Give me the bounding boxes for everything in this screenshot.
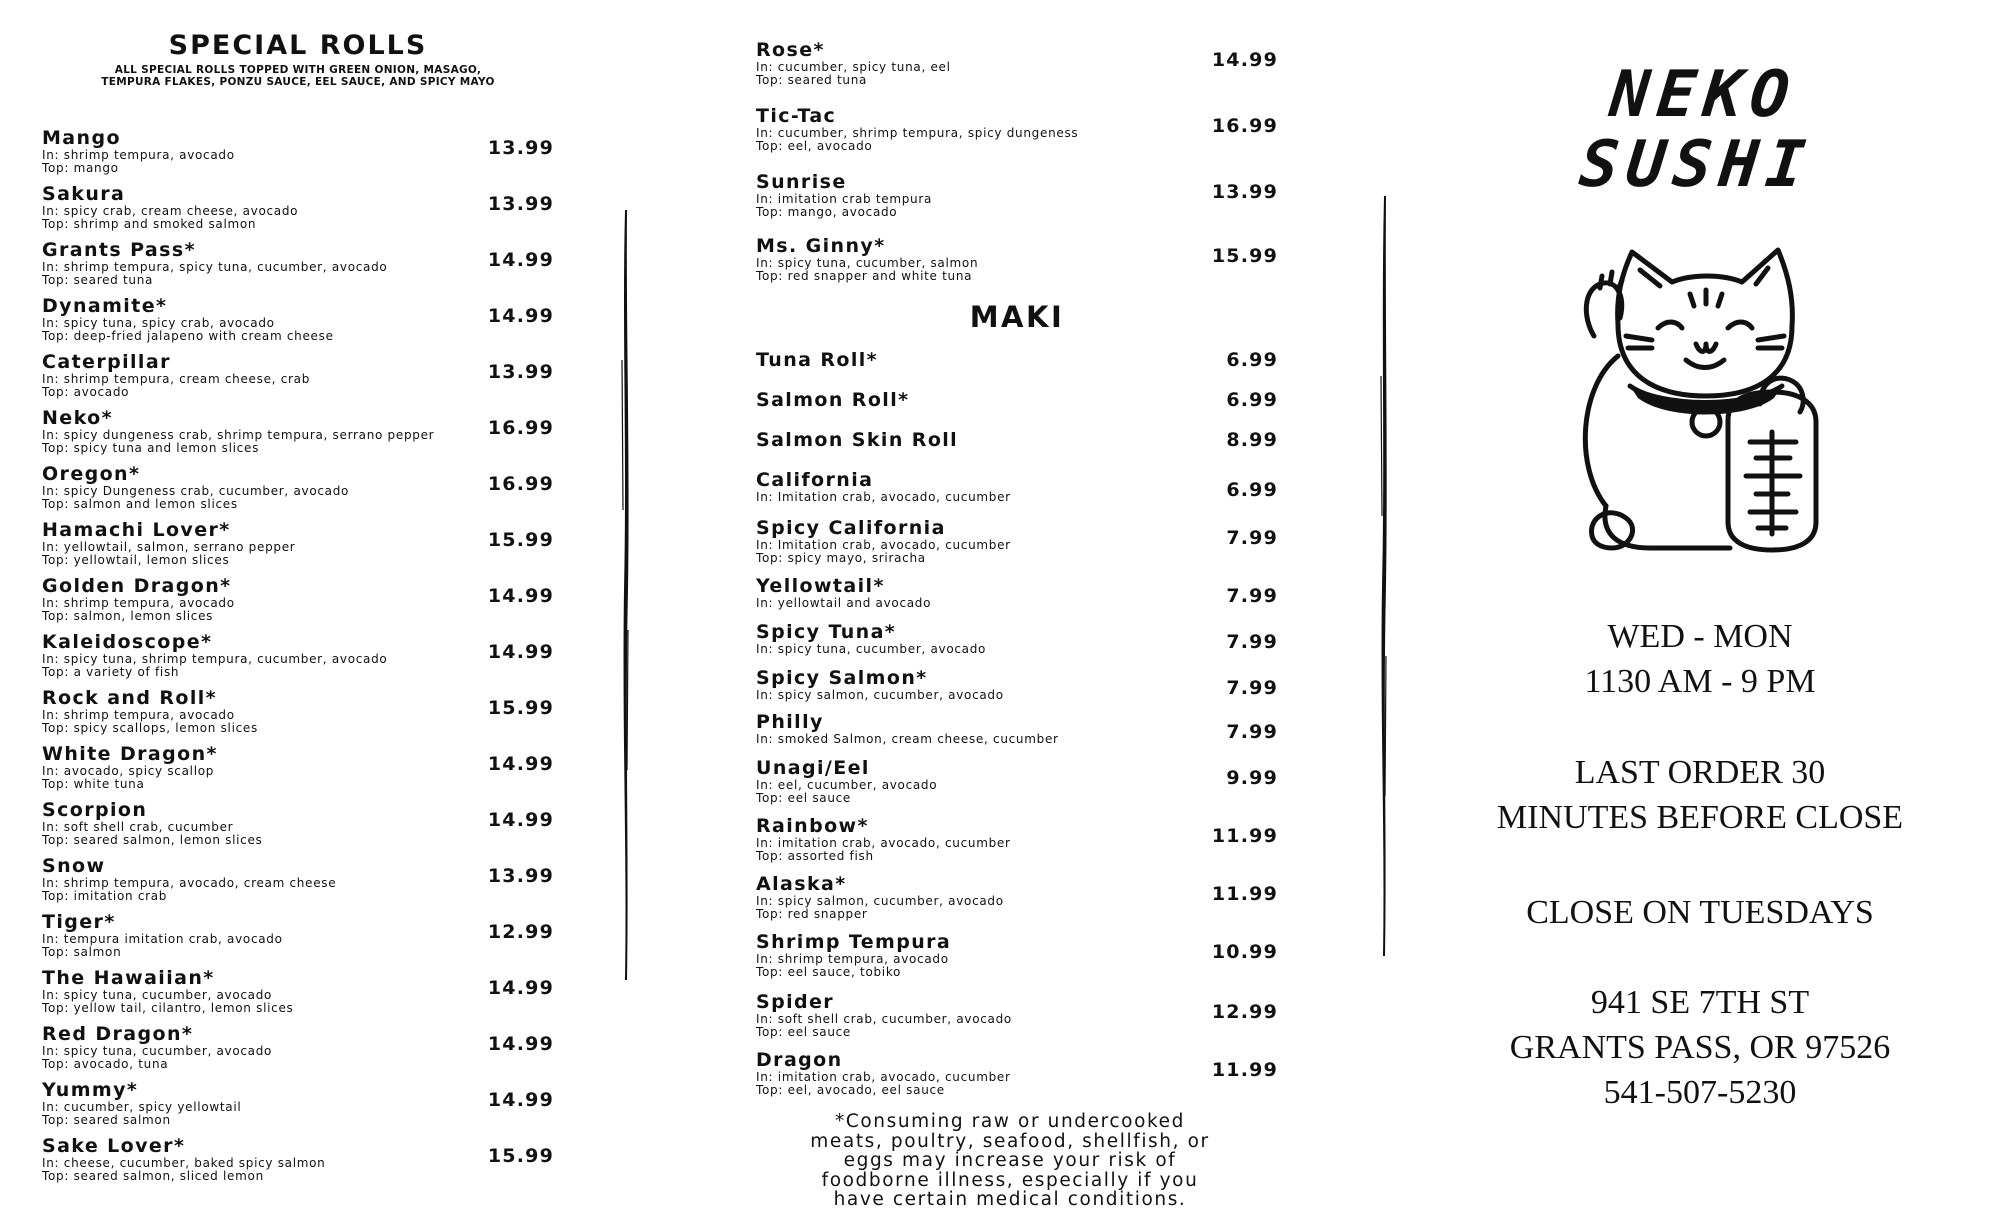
menu-item-price: 14.99 xyxy=(487,1033,554,1055)
menu-item-name: Spicy Tuna* xyxy=(756,621,897,643)
menu-item-description: In: spicy tuna, cucumber, salmon xyxy=(756,256,979,270)
menu-item-description: Top: yellow tail, cilantro, lemon slices xyxy=(42,1000,294,1015)
disclaimer-line: have certain medical conditions. xyxy=(833,1189,1187,1210)
menu-item-name: Scorpion xyxy=(42,799,148,821)
menu-item-description: Top: yellowtail, lemon slices xyxy=(42,552,230,567)
menu-item-description: In: shrimp tempura, spicy tuna, cucumber, avocado xyxy=(42,260,388,274)
menu-item-name: Philly xyxy=(756,711,824,733)
menu-item xyxy=(756,236,1278,282)
menu-item xyxy=(756,40,1278,86)
menu-item-description: In: tempura imitation crab, avocado xyxy=(42,932,283,946)
menu-item-name: Salmon Roll* xyxy=(756,389,910,411)
phone-number: 541-507-5230 xyxy=(1603,1074,1797,1111)
menu-item-description: Top: spicy scallops, lemon slices xyxy=(42,720,258,735)
menu-item-price: 16.99 xyxy=(487,473,554,495)
menu-item xyxy=(756,1050,1278,1096)
menu-item-description: In: cucumber, spicy yellowtail xyxy=(42,1100,242,1114)
menu-item-description: In: spicy crab, cream cheese, avocado xyxy=(42,204,299,218)
menu-item-name: Shrimp Tempura xyxy=(756,931,952,953)
menu-item-price: 7.99 xyxy=(1226,631,1278,653)
menu-item-price: 13.99 xyxy=(487,361,554,383)
special-rolls-column xyxy=(42,30,554,1183)
menu-item-name: Rock and Roll* xyxy=(42,687,218,709)
menu-item-price: 14.99 xyxy=(487,753,554,775)
closed-day: CLOSE ON TUESDAYS xyxy=(1526,894,1874,931)
menu-item-price: 6.99 xyxy=(1226,479,1278,501)
menu-item-name: Tuna Roll* xyxy=(756,349,879,371)
menu-item-name: Sunrise xyxy=(756,171,847,193)
menu-item-price: 11.99 xyxy=(1211,1059,1278,1081)
menu-item-price: 7.99 xyxy=(1226,721,1278,743)
menu-item-price: 12.99 xyxy=(1211,1001,1278,1023)
menu-item xyxy=(42,744,554,790)
menu-item-price: 14.99 xyxy=(487,977,554,999)
menu-item-description: Top: spicy tuna and lemon slices xyxy=(42,440,260,455)
menu-item xyxy=(756,874,1278,920)
menu-item-price: 14.99 xyxy=(487,809,554,831)
brand-column xyxy=(1460,60,1940,200)
menu-item-description: In: Imitation crab, avocado, cucumber xyxy=(756,490,1011,504)
menu-item xyxy=(756,932,1278,978)
menu-item-description: Top: avocado, tuna xyxy=(42,1056,169,1071)
menu-item-description: Top: mango, avocado xyxy=(756,204,898,219)
menu-item-name: Unagi/Eel xyxy=(756,757,870,779)
menu-item-price: 15.99 xyxy=(487,697,554,719)
menu-item xyxy=(756,668,1278,702)
brand-line-1: NEKO xyxy=(1606,58,1801,132)
menu-item-description: In: soft shell crab, cucumber, avocado xyxy=(756,1012,1012,1026)
special-rolls-subtitle: ALL SPECIAL ROLLS TOPPED WITH GREEN ONION, MASAGO, TEMPURA FLAKES, PONZU SAUCE, EEL SAUCE, AND SPICY MAYO xyxy=(101,64,495,88)
menu-item-name: Ms. Ginny* xyxy=(756,235,886,257)
menu-item xyxy=(756,350,1278,371)
menu-item-price: 10.99 xyxy=(1211,941,1278,963)
menu-item-description: Top: seared tuna xyxy=(42,272,154,287)
menu-item-description: Top: eel sauce xyxy=(756,1024,852,1039)
menu-item-name: Tic-Tac xyxy=(756,105,837,127)
menu-item xyxy=(756,758,1278,804)
menu-item-description: Top: seared tuna xyxy=(756,72,868,87)
menu-item xyxy=(42,184,554,230)
menu-item-price: 13.99 xyxy=(487,193,554,215)
maki-title: MAKI xyxy=(969,300,1065,334)
brand-logo xyxy=(1453,60,1948,200)
address-street: 941 SE 7TH ST xyxy=(1590,984,1810,1021)
menu-item-price: 13.99 xyxy=(487,865,554,887)
menu-item-price: 7.99 xyxy=(1226,677,1278,699)
menu-item-description: In: spicy tuna, shrimp tempura, cucumber, avocado xyxy=(42,652,388,666)
menu-item-description: Top: deep-fried jalapeno with cream cheese xyxy=(42,328,334,343)
menu-item-name: Tiger* xyxy=(42,911,116,933)
menu-item-price: 11.99 xyxy=(1211,825,1278,847)
menu-item-description: In: spicy Dungeness crab, cucumber, avocado xyxy=(42,484,350,498)
brush-divider-left xyxy=(618,210,632,980)
menu-item xyxy=(42,576,554,622)
menu-item-name: Mango xyxy=(42,127,121,149)
menu-item-description: Top: eel, avocado, eel sauce xyxy=(756,1082,945,1097)
menu-item xyxy=(42,968,554,1014)
menu-item-name: White Dragon* xyxy=(42,743,218,765)
menu-item-description: Top: seared salmon, lemon slices xyxy=(42,832,263,847)
menu-item-price: 13.99 xyxy=(1211,181,1278,203)
menu-item-description: In: avocado, spicy scallop xyxy=(42,764,215,778)
last-order-line-2: MINUTES BEFORE CLOSE xyxy=(1496,799,1904,836)
menu-item-name: Snow xyxy=(42,855,106,877)
menu-item-description: In: spicy salmon, cucumber, avocado xyxy=(756,688,1004,702)
menu-item xyxy=(756,172,1278,218)
menu-item-name: Salmon Skin Roll xyxy=(756,429,959,451)
menu-item xyxy=(756,470,1278,504)
menu-item-description: Top: shrimp and smoked salmon xyxy=(42,216,257,231)
menu-item-description: In: yellowtail, salmon, serrano pepper xyxy=(42,540,296,554)
menu-item-description: In: shrimp tempura, avocado xyxy=(42,708,235,722)
menu-item-description: In: spicy tuna, cucumber, avocado xyxy=(756,642,987,656)
menu-item-price: 12.99 xyxy=(487,921,554,943)
menu-item-description: Top: salmon, lemon slices xyxy=(42,608,214,623)
menu-item-name: Hamachi Lover* xyxy=(42,519,231,541)
menu-item-description: Top: avocado xyxy=(42,384,130,399)
menu-item-description: In: spicy salmon, cucumber, avocado xyxy=(756,894,1004,908)
menu-item-name: Sake Lover* xyxy=(42,1135,186,1157)
disclaimer-line: foodborne illness, especially if you xyxy=(821,1169,1199,1191)
menu-item-description: In: shrimp tempura, avocado xyxy=(756,952,949,966)
menu-item xyxy=(42,128,554,174)
menu-item-description: Top: seared salmon, sliced lemon xyxy=(42,1168,264,1183)
menu-item-price: 14.99 xyxy=(487,641,554,663)
contact-block xyxy=(1440,980,1960,1115)
menu-item-price: 7.99 xyxy=(1226,585,1278,607)
menu-item xyxy=(42,1024,554,1070)
menu-item xyxy=(42,520,554,566)
menu-item-price: 16.99 xyxy=(487,417,554,439)
menu-item xyxy=(42,240,554,286)
menu-item-price: 9.99 xyxy=(1226,767,1278,789)
menu-item-name: California xyxy=(756,469,874,491)
disclaimer-line: meats, poultry, seafood, shellfish, or xyxy=(810,1130,1210,1152)
menu-item-name: Yellowtail* xyxy=(756,575,885,597)
menu-item-price: 8.99 xyxy=(1226,429,1278,451)
menu-item-description: Top: eel, avocado xyxy=(756,138,873,153)
menu-item-description: In: eel, cucumber, avocado xyxy=(756,778,938,792)
menu-item xyxy=(756,430,1278,451)
menu-item xyxy=(756,622,1278,656)
menu-item xyxy=(756,576,1278,610)
menu-item-description: In: yellowtail and avocado xyxy=(756,596,932,610)
menu-item-price: 14.99 xyxy=(487,249,554,271)
special-rolls-title: SPECIAL ROLLS xyxy=(168,30,428,61)
menu-item-description: In: cucumber, shrimp tempura, spicy dungeness xyxy=(756,126,1079,140)
menu-item-description: Top: salmon and lemon slices xyxy=(42,496,238,511)
menu-item xyxy=(756,518,1278,564)
menu-item-description: Top: eel sauce, tobiko xyxy=(756,964,902,979)
menu-item-description: Top: red snapper xyxy=(756,906,868,921)
menu-item-name: Alaska* xyxy=(756,873,847,895)
menu-item-description: In: soft shell crab, cucumber xyxy=(42,820,234,834)
menu-item-description: In: cheese, cucumber, baked spicy salmon xyxy=(42,1156,326,1170)
address-city: GRANTS PASS, OR 97526 xyxy=(1509,1029,1891,1066)
opening-time: 1130 AM - 9 PM xyxy=(1584,663,1816,700)
menu-item-description: In: shrimp tempura, avocado xyxy=(42,596,235,610)
menu-item-name: Spider xyxy=(756,991,835,1013)
menu-item-description: Top: eel sauce xyxy=(756,790,852,805)
menu-item xyxy=(756,712,1278,746)
menu-item xyxy=(42,688,554,734)
menu-item-price: 15.99 xyxy=(1211,245,1278,267)
menu-item xyxy=(42,632,554,678)
menu-item-name: Oregon* xyxy=(42,463,141,485)
menu-item-name: Rose* xyxy=(756,39,825,61)
menu-item-name: Caterpillar xyxy=(42,351,171,373)
last-order-line-1: LAST ORDER 30 xyxy=(1574,754,1826,791)
menu-item-name: Yummy* xyxy=(42,1079,139,1101)
menu-item-name: Spicy California xyxy=(756,517,946,539)
menu-item-description: In: shrimp tempura, avocado xyxy=(42,148,235,162)
menu-item xyxy=(756,992,1278,1038)
menu-item-description: Top: red snapper and white tuna xyxy=(756,268,973,283)
menu-item-price: 14.99 xyxy=(487,585,554,607)
menu-item-price: 15.99 xyxy=(487,529,554,551)
disclaimer-line: eggs may increase your risk of xyxy=(843,1150,1177,1171)
menu-item-description: In: spicy tuna, cucumber, avocado xyxy=(42,988,273,1002)
menu-item-name: Sakura xyxy=(42,183,126,205)
menu-item-description: Top: mango xyxy=(42,160,119,175)
menu-item-description: In: imitation crab, avocado, cucumber xyxy=(756,836,1011,850)
menu-item-description: In: cucumber, spicy tuna, eel xyxy=(756,60,951,74)
menu-item-description: In: spicy dungeness crab, shrimp tempura, serrano pepper xyxy=(42,428,435,442)
hours-block xyxy=(1440,614,1960,704)
menu-item-name: Dynamite* xyxy=(42,295,168,317)
menu-item-name: Red Dragon* xyxy=(42,1023,194,1045)
disclaimer-line: *Consuming raw or undercooked xyxy=(834,1111,1185,1132)
menu-item-name: Neko* xyxy=(42,407,113,429)
brush-divider-right xyxy=(1376,196,1390,956)
menu-item-description: Top: a variety of fish xyxy=(42,664,180,679)
menu-item-description: Top: salmon xyxy=(42,944,122,959)
menu-item-description: In: imitation crab tempura xyxy=(756,192,933,206)
menu-item xyxy=(42,408,554,454)
last-order-block xyxy=(1440,750,1960,840)
menu-item-price: 11.99 xyxy=(1211,883,1278,905)
menu-item-description: In: shrimp tempura, avocado, cream cheese xyxy=(42,876,337,890)
menu-item-name: Golden Dragon* xyxy=(42,575,232,597)
menu-item xyxy=(42,1136,554,1182)
menu-item-description: In: spicy tuna, spicy crab, avocado xyxy=(42,316,275,330)
menu-item xyxy=(42,464,554,510)
menu-item-price: 6.99 xyxy=(1226,389,1278,411)
menu-item-name: Grants Pass* xyxy=(42,239,196,261)
menu-item xyxy=(42,296,554,342)
menu-item-name: Dragon xyxy=(756,1049,843,1071)
menu-item xyxy=(756,390,1278,411)
menu-item-name: Rainbow* xyxy=(756,815,869,837)
food-safety-disclaimer xyxy=(800,1112,1220,1210)
menu-item-description: Top: seared salmon xyxy=(42,1112,171,1127)
menu-item-price: 14.99 xyxy=(487,1089,554,1111)
menu-item-description: Top: imitation crab xyxy=(42,888,168,903)
menu-item-price: 16.99 xyxy=(1211,115,1278,137)
menu-item-price: 14.99 xyxy=(487,305,554,327)
menu-item xyxy=(756,816,1278,862)
menu-item-name: Spicy Salmon* xyxy=(756,667,928,689)
menu-item xyxy=(42,1080,554,1126)
menu-item xyxy=(42,352,554,398)
menu-item-description: In: imitation crab, avocado, cucumber xyxy=(756,1070,1011,1084)
menu-item xyxy=(42,856,554,902)
menu-item-description: In: smoked Salmon, cream cheese, cucumber xyxy=(756,732,1059,746)
menu-item xyxy=(42,800,554,846)
menu-item-price: 7.99 xyxy=(1226,527,1278,549)
menu-item-name: Kaleidoscope* xyxy=(42,631,213,653)
menu-item-description: Top: spicy mayo, sriracha xyxy=(756,550,926,565)
menu-item-price: 15.99 xyxy=(487,1145,554,1167)
lucky-cat-icon xyxy=(1560,236,1850,556)
menu-item-description: In: Imitation crab, avocado, cucumber xyxy=(756,538,1011,552)
menu-item-description: In: spicy tuna, cucumber, avocado xyxy=(42,1044,273,1058)
menu-item-description: Top: white tuna xyxy=(42,776,145,791)
menu-item-price: 14.99 xyxy=(1211,49,1278,71)
brand-line-2: SUSHI xyxy=(1576,128,1817,202)
menu-item-description: Top: assorted fish xyxy=(756,848,874,863)
menu-item-price: 6.99 xyxy=(1226,349,1278,371)
menu-item-price: 13.99 xyxy=(487,137,554,159)
menu-item xyxy=(42,912,554,958)
opening-days: WED - MON xyxy=(1607,618,1793,655)
menu-item-description: In: shrimp tempura, cream cheese, crab xyxy=(42,372,311,386)
menu-item xyxy=(756,106,1278,152)
menu-item-name: The Hawaiian* xyxy=(42,967,215,989)
